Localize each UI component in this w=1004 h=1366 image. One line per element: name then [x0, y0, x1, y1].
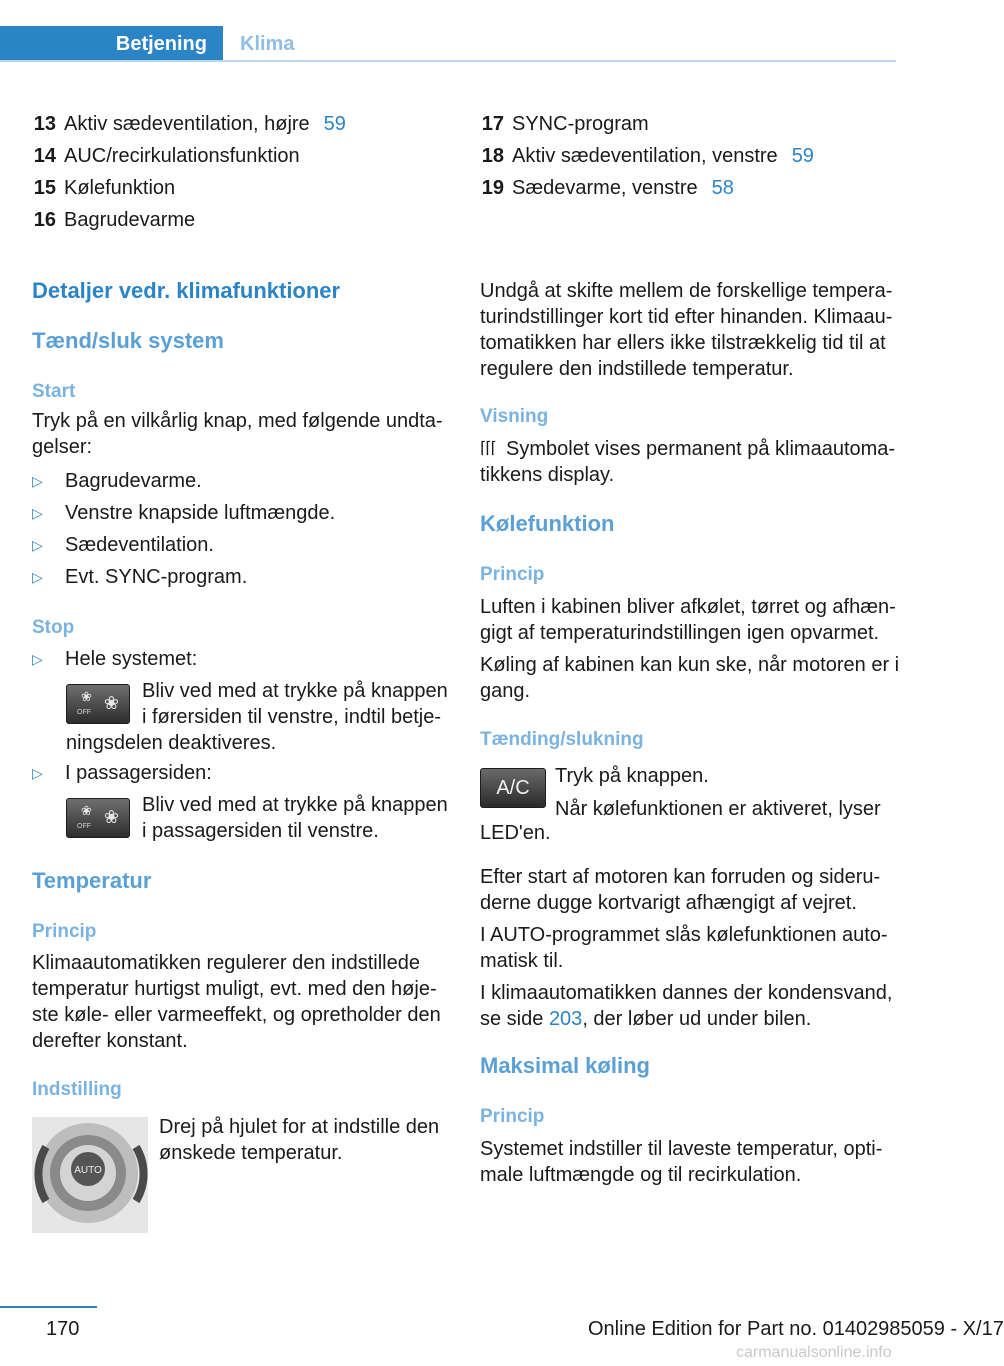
heading-temperature: Temperatur — [32, 868, 152, 893]
page-ref-link[interactable]: 203 — [548, 1008, 583, 1030]
tab-klima[interactable]: Klima — [240, 33, 295, 55]
top-bar — [0, 0, 896, 62]
list-item: ▷ I passagersiden: — [32, 762, 212, 784]
heading-principle: Princip — [480, 1106, 545, 1127]
fan-icon: ❀ — [103, 693, 119, 713]
heading-start: Start — [32, 381, 76, 402]
heading-onoff-system: Tænd/sluk system — [32, 328, 224, 353]
legend-item: 15 Kølefunktion — [33, 177, 176, 199]
heading-cooling: Kølefunktion — [480, 511, 615, 536]
knob-icon — [32, 1117, 148, 1233]
heading-principle: Princip — [32, 921, 97, 942]
list-item: ▷ Evt. SYNC-program. — [32, 566, 248, 588]
list-item: ▷ Venstre knapside luftmængde. — [32, 502, 336, 524]
page-number: 170 — [46, 1318, 80, 1340]
paragraph-press: Tryk på knappen. — [555, 765, 709, 787]
paragraph-display: ⌈⌈⌈ Symbolet vises permanent på klimaautoma-tikkens display. — [480, 438, 896, 486]
paragraph-max: Systemet indstiller til laveste temperatur, opti-male luftmængde og til recirkulation. — [480, 1138, 883, 1186]
heading-setting: Indstilling — [32, 1079, 122, 1100]
paragraph-setting: Drej på hjulet for at indstille den ønskede temperatur. — [159, 1116, 440, 1164]
legend-item: 17 SYNC-program — [481, 113, 649, 135]
paragraph-auto: I AUTO-programmet slås kølefunktionen auto-matisk til. — [480, 924, 888, 972]
heading-display: Visning — [480, 406, 549, 427]
triangle-bullet-icon: ▷ — [32, 569, 43, 585]
heat-waves-icon: ⌈⌈⌈ — [480, 440, 496, 457]
paragraph-stop-1: Bliv ved med at trykke på knappen i førersiden til venstre, indtil betje- — [142, 680, 448, 728]
legend-item: 18 Aktiv sædeventilation, venstre 59 — [481, 145, 814, 167]
page-ref-link[interactable]: 59 — [323, 113, 346, 135]
footer-rule — [0, 1306, 97, 1308]
heading-principle: Princip — [480, 564, 545, 585]
fan-off-button-image: ❀ OFF ❀ — [66, 684, 130, 724]
fan-icon: ❀ — [81, 689, 92, 704]
section-title-details: Detaljer vedr. klimafunktioner — [32, 278, 341, 303]
legend-item: 13 Aktiv sædeventilation, højre 59 — [33, 113, 346, 135]
paragraph-led-cont: LED'en. — [480, 822, 551, 844]
legend-item: 19 Sædevarme, venstre 58 — [481, 177, 734, 199]
paragraph-principle: Klimaautomatikken regulerer den indstillede temperatur hurtigst muligt, evt. med den høje-ste køle- eller varmeeffekt, og opretholder den derefter konstant. — [32, 952, 441, 1052]
heading-stop: Stop — [32, 617, 75, 638]
fan-off-button-image: ❀ OFF ❀ — [66, 798, 130, 838]
list-item: ▷ Bagrudevarme. — [32, 470, 202, 492]
paragraph-stop-2: Bliv ved med at trykke på knappen i passagersiden til venstre. — [142, 794, 448, 842]
paragraph-cooling-2: Køling af kabinen kan kun ske, når motoren er i gang. — [480, 654, 900, 702]
page-ref-link[interactable]: 58 — [711, 177, 734, 199]
svg-text:AUTO: AUTO — [74, 1165, 102, 1176]
paragraph-stop-1-cont: ningsdelen deaktiveres. — [66, 732, 277, 754]
paragraph-after-start: Efter start af motoren kan forruden og sideru-derne dugge kortvarigt afhængigt af vejret. — [480, 866, 881, 914]
fan-icon: ❀ — [81, 803, 92, 818]
ac-button-image: A/C — [480, 768, 546, 808]
triangle-bullet-icon: ▷ — [32, 473, 43, 489]
heading-max-cooling: Maksimal køling — [480, 1053, 650, 1078]
watermark: carmanualsonline.info — [736, 1344, 892, 1361]
list-item: ▷ Hele systemet: — [32, 648, 198, 670]
triangle-bullet-icon: ▷ — [32, 651, 43, 667]
paragraph-led: Når kølefunktionen er aktiveret, lyser — [555, 798, 881, 820]
tab-betjening[interactable]: Betjening — [0, 26, 223, 62]
triangle-bullet-icon: ▷ — [32, 537, 43, 553]
fan-icon: ❀ — [103, 807, 119, 827]
temperature-knob-image — [32, 1117, 148, 1233]
edition-text: Online Edition for Part no. 01402985059 - X/17 — [588, 1318, 1004, 1340]
legend-item: 16 Bagrudevarme — [33, 209, 196, 231]
page-ref-link[interactable]: 59 — [791, 145, 814, 167]
paragraph-condense: I klimaautomatikken dannes der kondensvand, se side 203, der løber ud under bilen. — [480, 982, 893, 1030]
header-rule — [0, 60, 896, 62]
legend-item: 14 AUC/recirkulationsfunktion — [33, 145, 300, 167]
paragraph-start: Tryk på en vilkårlig knap, med følgende undta-gelser: — [32, 410, 443, 458]
list-item: ▷ Sædeventilation. — [32, 534, 214, 556]
triangle-bullet-icon: ▷ — [32, 505, 43, 521]
paragraph-cooling-1: Luften i kabinen bliver afkølet, tørret og afhæn-gigt af temperaturindstillingen igen opvarmet. — [480, 596, 896, 644]
paragraph-avoid: Undgå at skifte mellem de forskellige tempera-turindstillinger kort tid efter hinanden. Klimaau-tomatikken har ellers ikke tilstrækkelig tid til at regulere den indstillede temperatur. — [480, 280, 893, 380]
heading-onoff: Tænding/slukning — [480, 729, 644, 750]
triangle-bullet-icon: ▷ — [32, 765, 43, 781]
